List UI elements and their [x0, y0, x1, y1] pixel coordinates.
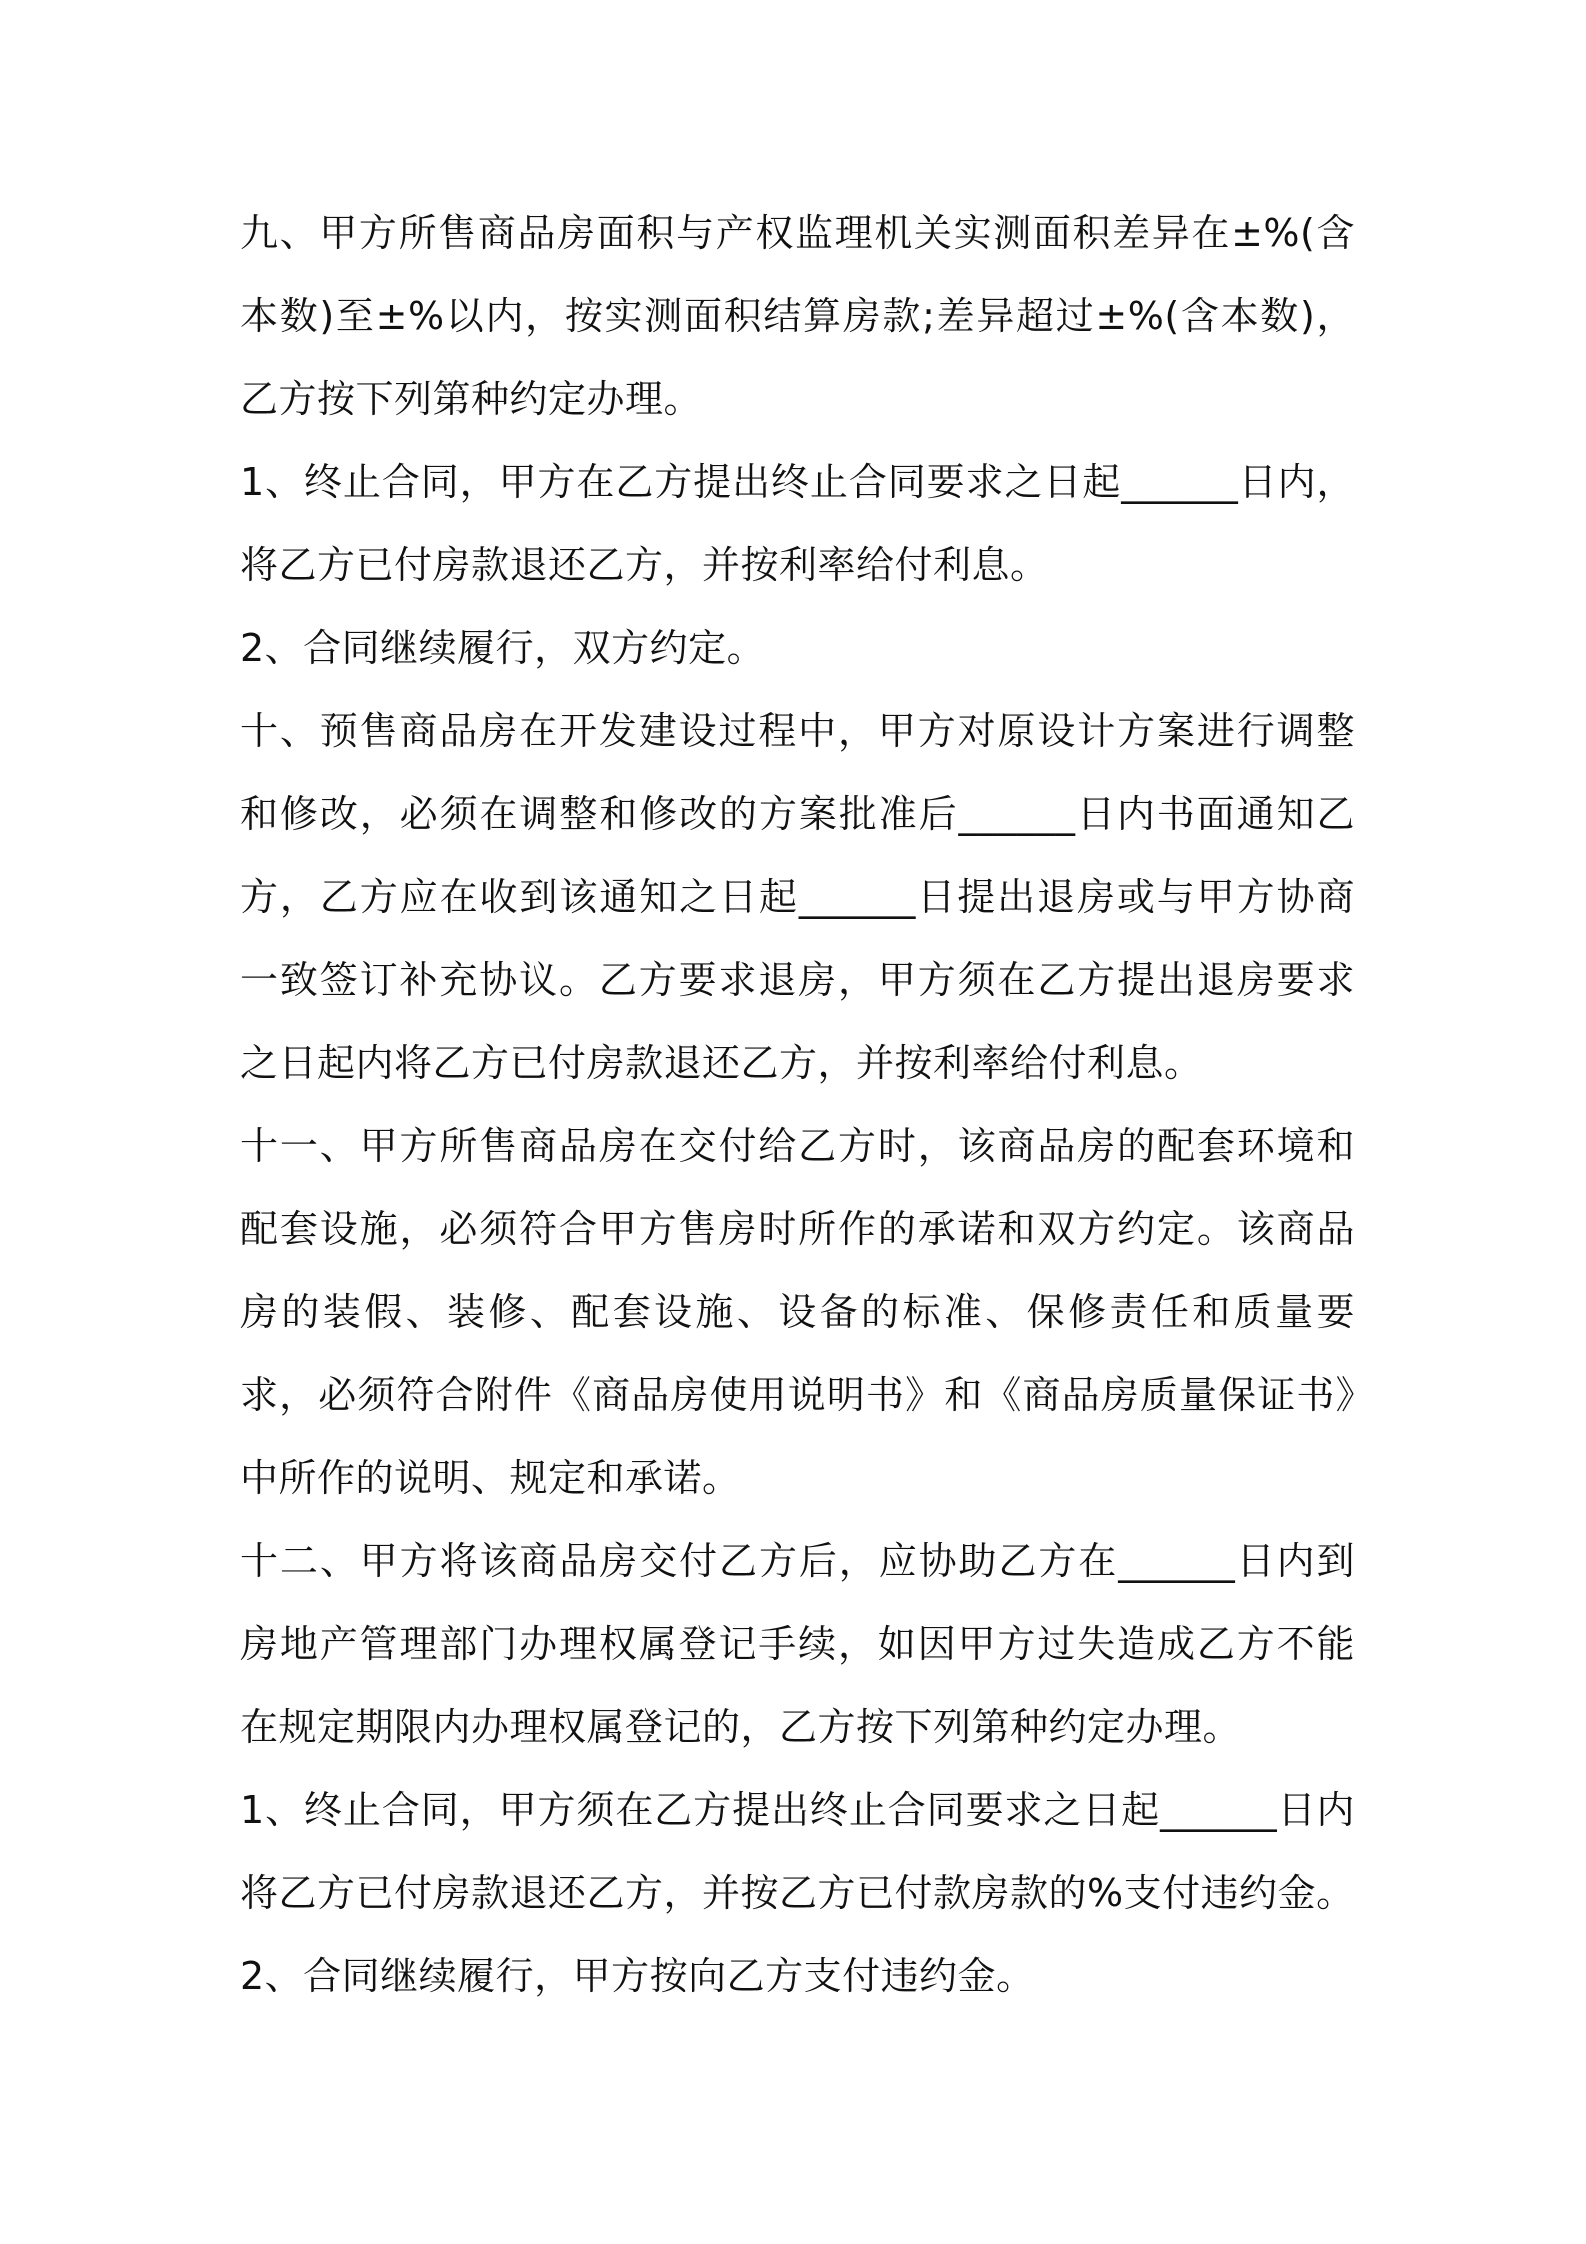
clause-11: 十一、甲方所售商品房在交付给乙方时，该商品房的配套环境和配套设施，必须符合甲方售房时所作的承诺和双方约定。该商品房的装假、装修、配套设施、设备的标准、保修责任和质量要求，必须符合附件《商品房使用说明书》和《商品房质量保证书》中所作的说明、规定和承诺。 [240, 1124, 1355, 1500]
document-body [240, 192, 1355, 2018]
clause-10: 十、预售商品房在开发建设过程中，甲方对原设计方案进行调整和修改，必须在调整和修改的方案批准后______日内书面通知乙方，乙方应在收到该通知之日起______日提出退房或与甲方协商一致签订补充协议。乙方要求退房，甲方须在乙方提出退房要求之日起内将乙方已付房款退还乙方，并按利率给付利息。 [240, 709, 1355, 1085]
clause-9-option-1: 1、终止合同，甲方在乙方提出终止合同要求之日起______日内，将乙方已付房款退还乙方，并按利率给付利息。 [240, 460, 1355, 587]
clause-12-option-1: 1、终止合同，甲方须在乙方提出终止合同要求之日起______日内将乙方已付房款退还乙方，并按乙方已付款房款的%支付违约金。 [240, 1788, 1355, 1915]
clause-12: 十二、甲方将该商品房交付乙方后，应协助乙方在______日内到房地产管理部门办理权属登记手续，如因甲方过失造成乙方不能在规定期限内办理权属登记的，乙方按下列第种约定办理。 [240, 1539, 1355, 1749]
clause-12-option-2: 2、合同继续履行，甲方按向乙方支付违约金。 [240, 1954, 1035, 1998]
clause-9-option-2: 2、合同继续履行，双方约定。 [240, 626, 766, 670]
clause-9: 九、甲方所售商品房面积与产权监理机关实测面积差异在±%(含本数)至±%以内，按实测面积结算房款;差异超过±%(含本数)，乙方按下列第种约定办理。 [240, 211, 1355, 421]
